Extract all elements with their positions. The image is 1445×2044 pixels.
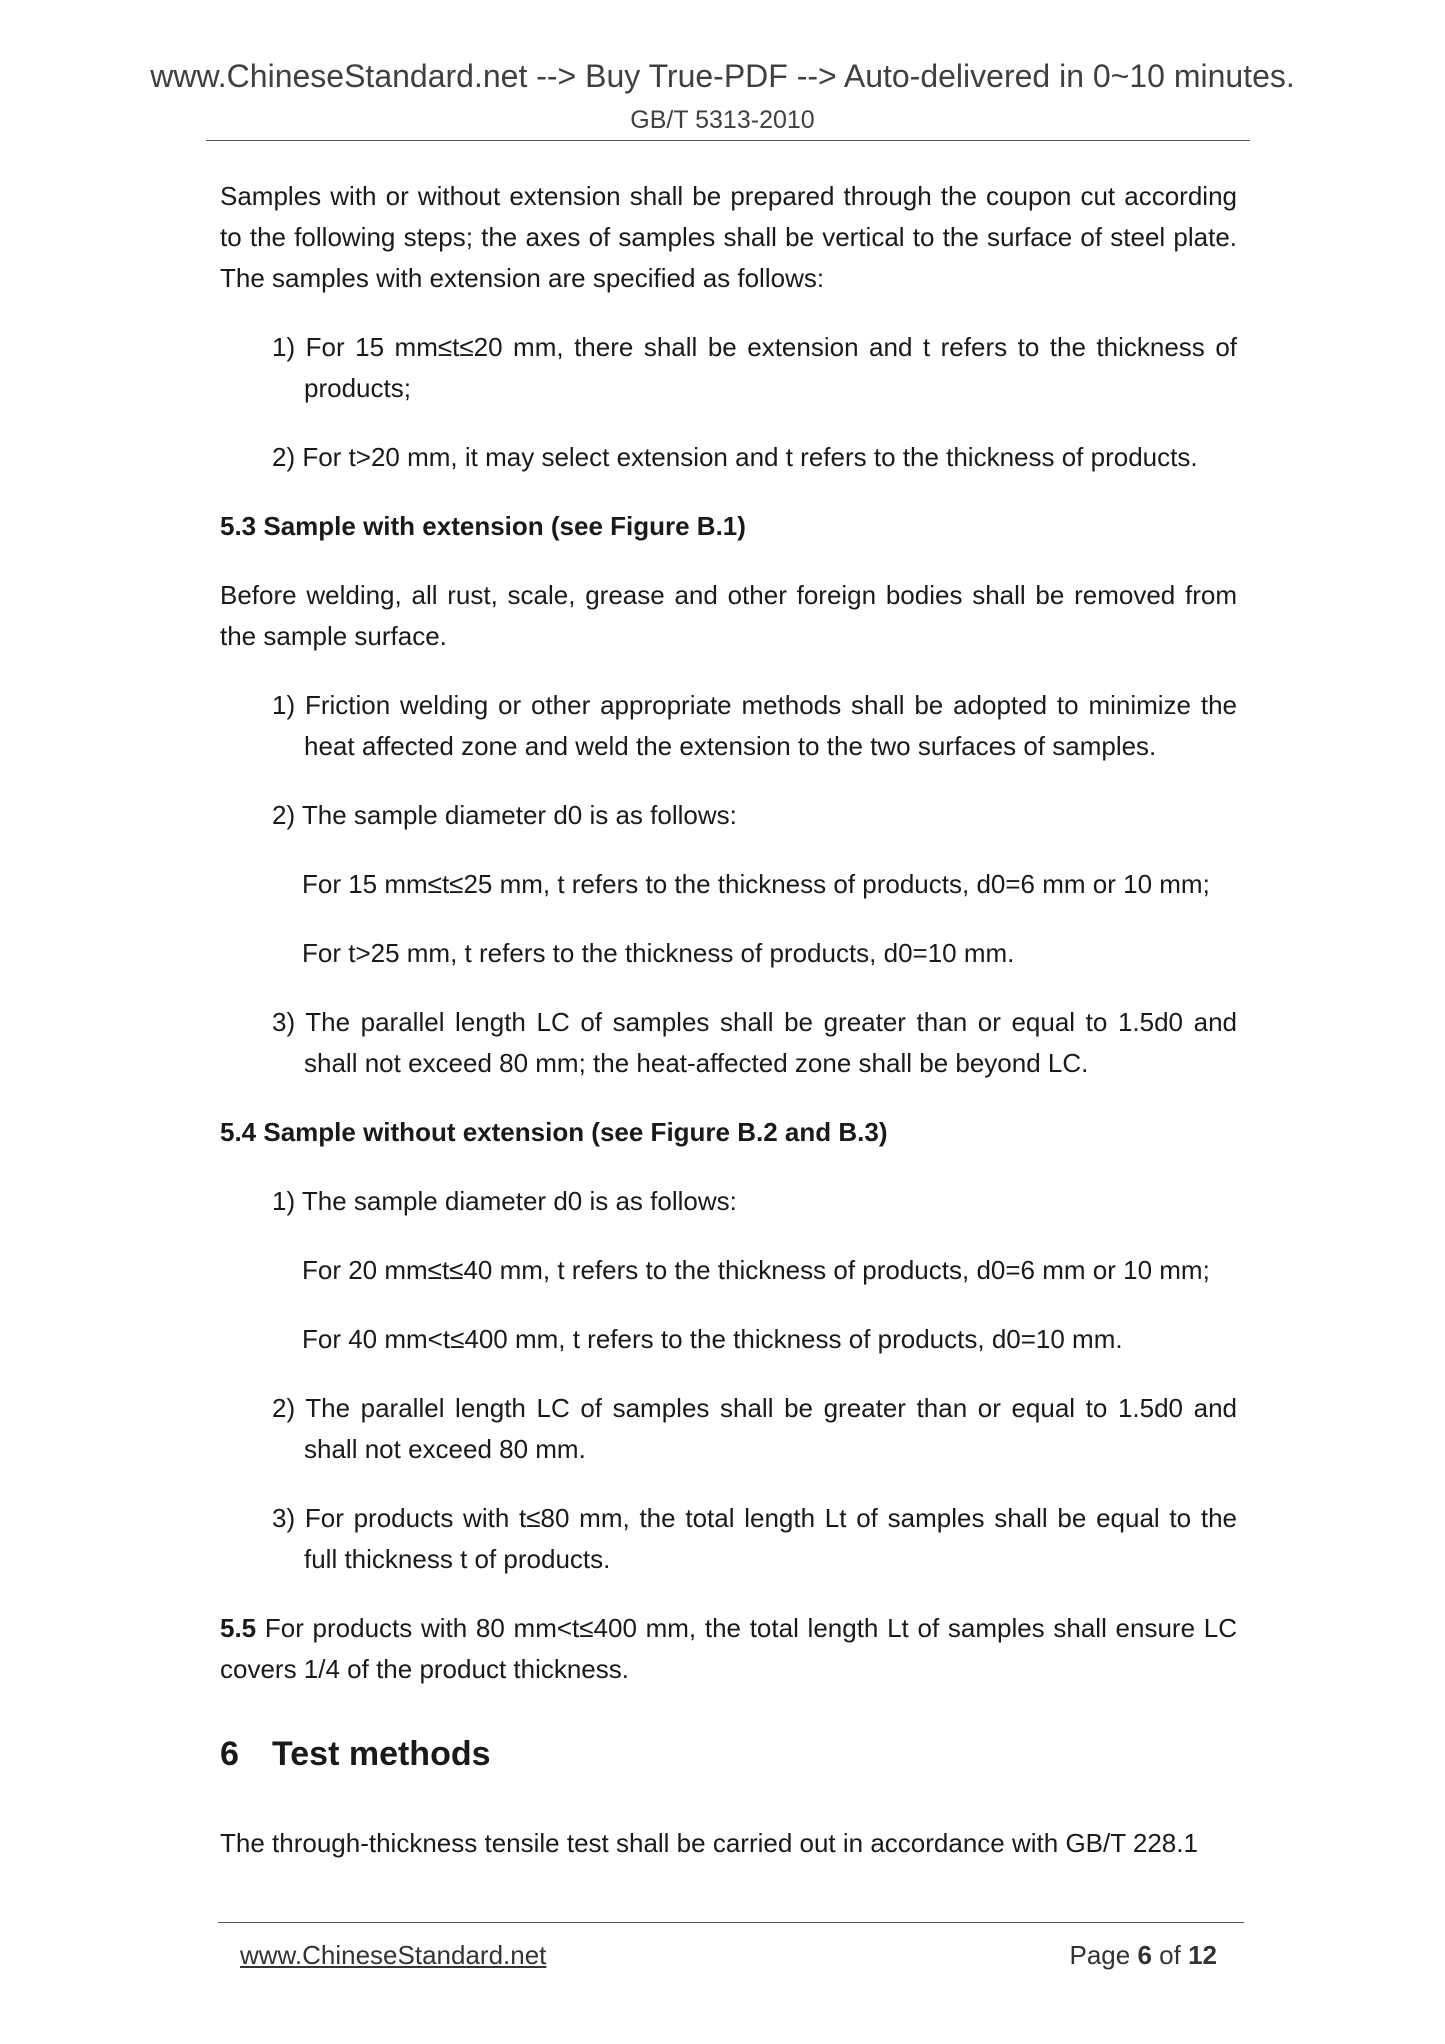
header-banner: www.ChineseStandard.net --> Buy True-PDF --> Auto-delivered in 0~10 minutes. <box>150 58 1295 94</box>
section-5-3-subitem-1: For 15 mm≤t≤25 mm, t refers to the thickness of products, d0=6 mm or 10 mm; <box>302 869 1210 899</box>
section-6-title: Test methods <box>272 1735 491 1773</box>
intro-list-item-2: 2) For t>20 mm, it may select extension and t refers to the thickness of products. <box>272 442 1198 472</box>
header-divider <box>206 140 1250 141</box>
section-5-3-paragraph: Before welding, all rust, scale, grease and other foreign bodies shall be removed from the sample surface. <box>220 580 1237 651</box>
intro-list-item-1: 1) For 15 mm≤t≤20 mm, there shall be extension and t refers to the thickness of products; <box>272 332 1237 403</box>
page-body <box>220 176 1237 1892</box>
section-5-4-item-2: 2) The parallel length LC of samples shall be greater than or equal to 1.5d0 and shall not exceed 80 mm. <box>272 1393 1237 1464</box>
page-number <box>1069 1940 1217 1971</box>
page-current: 6 <box>1137 1940 1152 1970</box>
intro-paragraph: Samples with or without extension shall be prepared through the coupon cut according to the following steps; the axes of samples shall be vertical to the surface of steel plate. The samples with extension are specified as follows: <box>220 181 1237 293</box>
section-5-3-item-3: 3) The parallel length LC of samples shall be greater than or equal to 1.5d0 and shall not exceed 80 mm; the heat-affected zone shall be beyond LC. <box>272 1007 1237 1078</box>
section-5-5-text: For products with 80 mm<t≤400 mm, the total length Lt of samples shall ensure LC covers 1/4 of the product thickness. <box>220 1613 1237 1684</box>
section-5-4-item-3: 3) For products with t≤80 mm, the total length Lt of samples shall be equal to the full thickness t of products. <box>272 1503 1237 1574</box>
section-5-4-subitem-1: For 20 mm≤t≤40 mm, t refers to the thickness of products, d0=6 mm or 10 mm; <box>302 1255 1210 1285</box>
section-6-number: 6 <box>220 1735 239 1773</box>
section-5-3-item-1: 1) Friction welding or other appropriate methods shall be adopted to minimize the heat affected zone and weld the extension to the two surfaces of samples. <box>272 690 1237 761</box>
footer-divider <box>218 1922 1244 1923</box>
section-5-4-subitem-2: For 40 mm<t≤400 mm, t refers to the thickness of products, d0=10 mm. <box>302 1324 1123 1354</box>
section-6-heading <box>220 1734 1237 1775</box>
section-5-5-number: 5.5 <box>220 1613 257 1643</box>
page-total: 12 <box>1188 1940 1217 1970</box>
page-of: of <box>1159 1940 1181 1970</box>
footer-link[interactable]: www.ChineseStandard.net <box>240 1940 547 1970</box>
document-code: GB/T 5313-2010 <box>630 106 815 134</box>
section-6-paragraph: The through-thickness tensile test shall be carried out in accordance with GB/T 228.1 <box>220 1828 1198 1858</box>
section-5-3-subitem-2: For t>25 mm, t refers to the thickness of products, d0=10 mm. <box>302 938 1015 968</box>
section-5-3-item-2: 2) The sample diameter d0 is as follows: <box>272 800 737 830</box>
section-5-4-item-1: 1) The sample diameter d0 is as follows: <box>272 1186 737 1216</box>
section-5-5-paragraph <box>220 1608 1237 1690</box>
page-label: Page <box>1069 1940 1131 1970</box>
section-5-3-heading: 5.3 Sample with extension (see Figure B.1) <box>220 511 746 541</box>
section-5-4-heading: 5.4 Sample without extension (see Figure B.2 and B.3) <box>220 1117 888 1147</box>
